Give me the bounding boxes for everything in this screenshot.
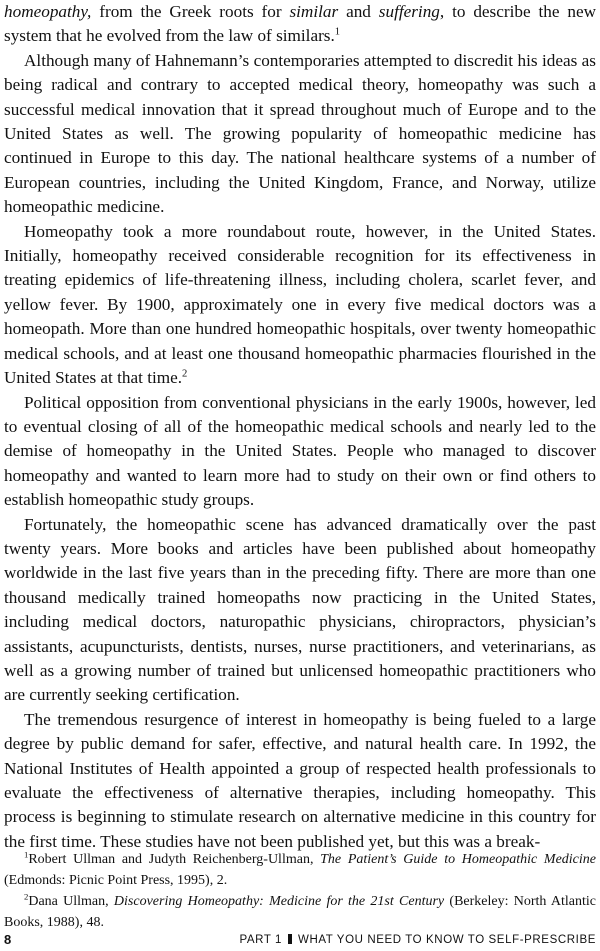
text-run: and [338,2,379,21]
footnote-marker: 1 [24,849,29,860]
text-run: The tremendous resurgence of interest in homeopathy is being fueled to a large degree by public demand for safer, effective, and natural health care. In 1992, the National Institutes of Health appointed a group of respected health professionals to evaluate the effectiveness of alternative therapies, including homeopathy. This process is beginning to stimulate research on alternative medicine in this country for the first time. These studies have not been published yet, but this was a break- [4,709,596,851]
body-text [4,0,596,854]
text-run: Fortunately, the homeopathic scene has advanced dramatically over the past twenty years. More books and articles have been published about homeopathy worldwide in the last five years than in the preceding fifty. There are more than one thousand medically trained homeopaths now practicing in the United States, including medical doctors, naturopathic physicians, chiropractors, physician’s assistants, acupuncturists, dentists, nurses, nurse practitioners, and veterinarians, as well as a growing number of trained but unlicensed homeopathic practitioners who are currently seeking certification. [4,514,596,705]
italic-text: homeopathy, [4,2,92,21]
text-run: from the Greek roots for [91,2,290,21]
text-run: (Berkeley: North Atlantic Books, 1988), 48. [4,894,597,930]
separator-bar-icon [288,934,292,944]
text-run: Robert Ullman and Judyth Reichenberg-Ullman, [28,852,321,867]
paragraph [4,391,596,513]
text-run: Political opposition from conventional physicians in the early 1900s, however, led to eventual closing of all of the homeopathic medical schools and nearly led to the demise of homeopathy in the United States. People who managed to discover homeopathy and wanted to learn more had to study on their own or find others to establish homeopathic study groups. [4,392,596,510]
footnote-marker: 2 [24,891,29,902]
text-run: (Edmonds: Picnic Point Press, 1995), 2. [4,873,228,888]
footnotes [4,849,596,933]
paragraph [4,49,596,220]
text-run: Although many of Hahnemann’s contemporaries attempted to discredit his ideas as being radical and contrary to accepted medical theory, homeopathy was such a successful medical innovation that it spread throughout much of Europe and to the United States as well. The growing popularity of homeopathic medicine has continued in Europe to this day. The national healthcare systems of a number of European countries, including the United Kingdom, France, and Norway, utilize homeopathic medicine. [4,50,596,217]
paragraph [4,220,596,391]
paragraph [4,0,596,49]
paragraph [4,708,596,854]
running-head [239,932,596,948]
footnote [4,849,596,891]
text-run: Dana Ullman, [28,894,114,909]
page-number: 8 [4,932,12,947]
italic-text: similar [289,2,339,21]
footnote-marker: 2 [182,368,188,380]
italic-text: Discovering Homeopathy: Medicine for the 21st Century [113,894,445,909]
text-run: Homeopathy took a more roundabout route, however, in the United States. Initially, homeopathy received considerable recognition for its effectiveness in treating epidemics of life-threatening illness, including cholera, scarlet fever, and yellow fever. By 1900, approximately one in every five medical doctors was a homeopath. More than one hundred homeopathic hospitals, over twenty homeopathic medical schools, and at least one thousand homeopathic pharmacies flourished in the United States at that time. [4,221,596,388]
section-title: WHAT YOU NEED TO KNOW TO SELF-PRESCRIBE [298,934,596,946]
page-footer [4,932,596,948]
footnote [4,891,596,933]
part-label: PART 1 [239,934,283,946]
text-run: , to describe the new system that he evolved from the law of similars. [4,2,596,46]
italic-text: The Patient’s Guide to Homeopathic Medicine [320,852,596,867]
footnote-marker: 1 [334,26,341,38]
paragraph [4,513,596,708]
italic-text: suffering [378,2,440,21]
